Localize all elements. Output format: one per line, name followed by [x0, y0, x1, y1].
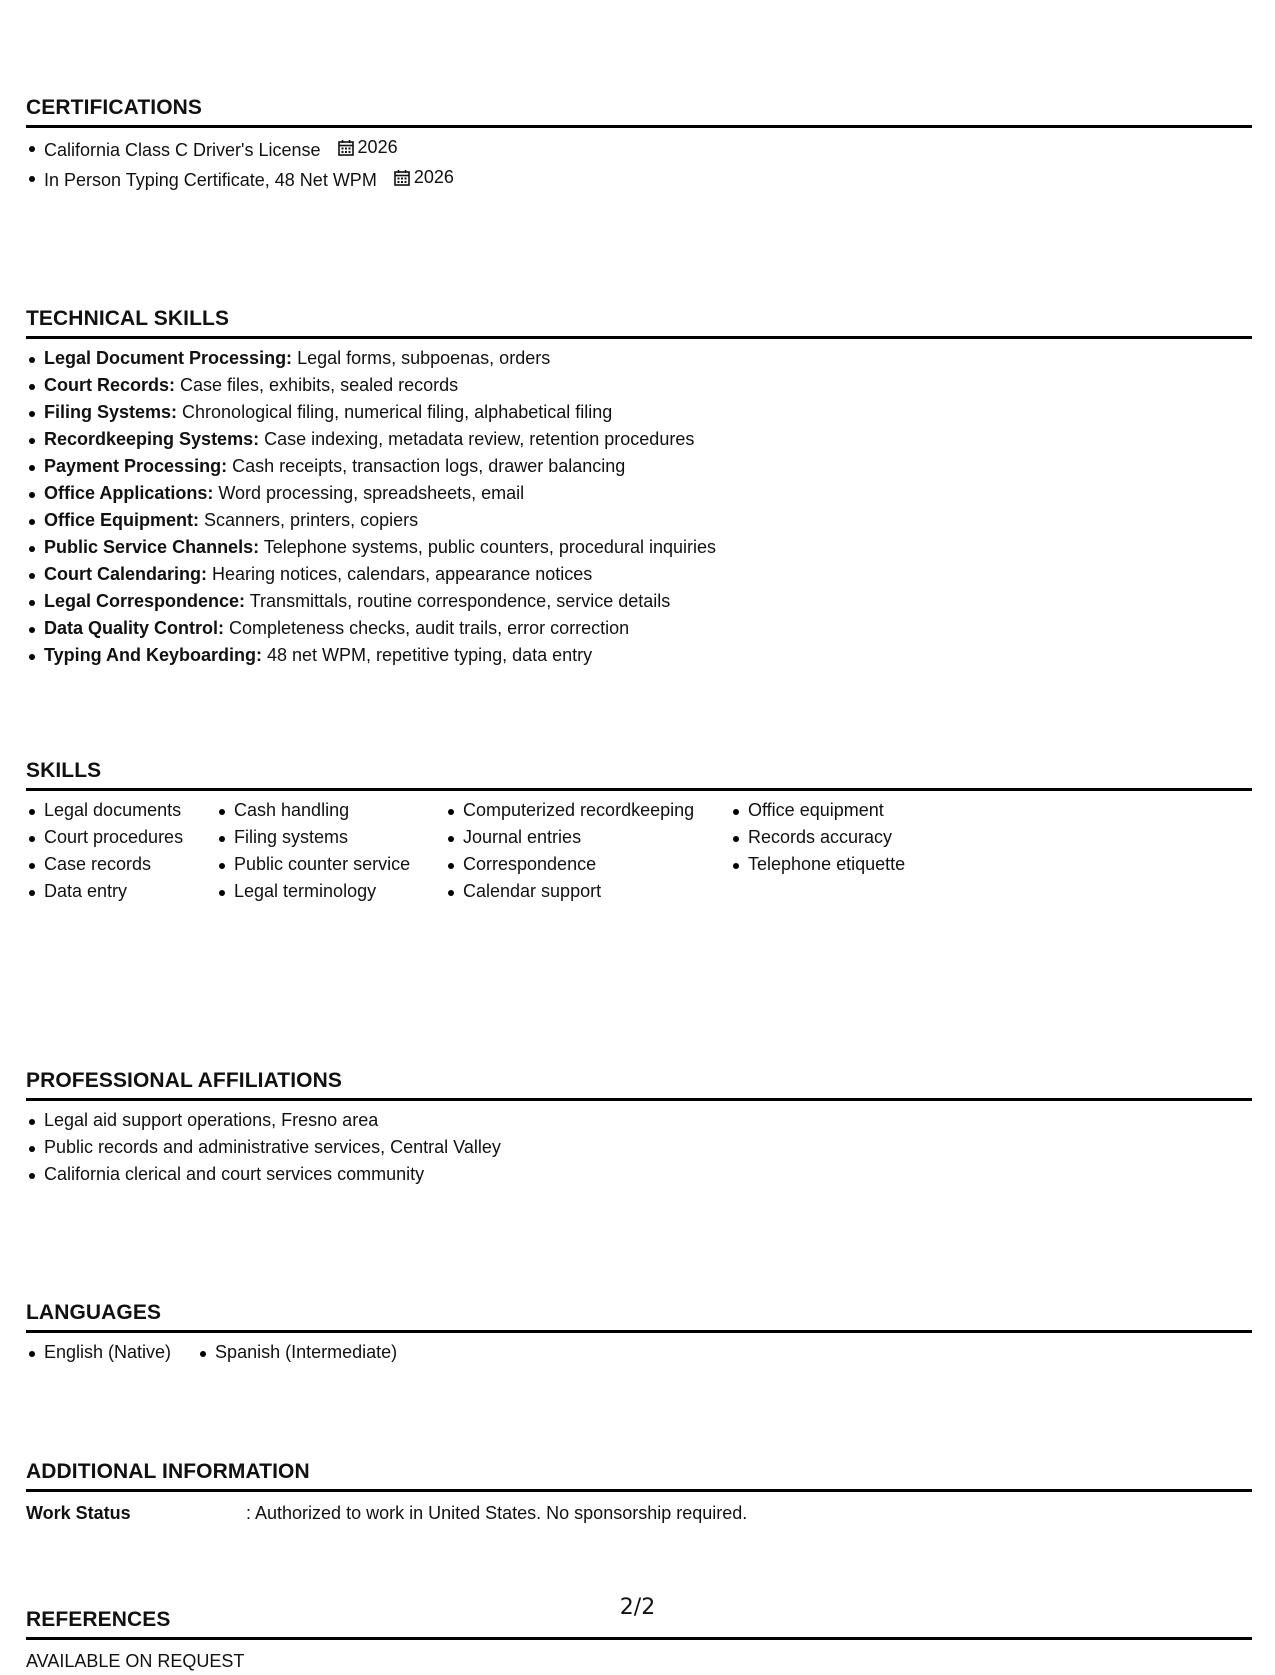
section-title: CERTIFICATIONS: [26, 95, 1252, 128]
skill-label: Court Records:: [44, 375, 176, 395]
skill-text: Cash receipts, transaction logs, drawer balancing: [227, 456, 626, 476]
skill-text: Telephone systems, public counters, procedural inquiries: [259, 537, 716, 557]
list-item: Filing systems: [216, 824, 445, 851]
section-title: TECHNICAL SKILLS: [26, 306, 1252, 339]
list-item: Cash handling: [216, 797, 445, 824]
skill-text: Scanners, printers, copiers: [199, 510, 419, 530]
skills-column: [216, 797, 445, 905]
references-text: AVAILABLE ON REQUEST: [26, 1651, 245, 1671]
list-item: Legal documents: [26, 797, 216, 824]
skill-label: Office Applications:: [44, 483, 214, 503]
list-item: [26, 588, 1252, 615]
skills-grid: [26, 797, 1252, 905]
list-item: English (Native): [26, 1339, 171, 1366]
calendar-icon: [394, 169, 410, 186]
skill-label: Filing Systems:: [44, 402, 178, 422]
list-item: Case records: [26, 851, 216, 878]
skills-column: [26, 797, 216, 905]
skill-label: Public Service Channels:: [44, 537, 260, 557]
resume-page: [26, 95, 1252, 1675]
list-item: [26, 399, 1252, 426]
list-item: Legal terminology: [216, 878, 445, 905]
list-item: Legal aid support operations, Fresno area: [26, 1107, 1252, 1134]
work-status-row: [26, 1500, 1252, 1527]
list-item: Records accuracy: [730, 824, 990, 851]
certification-name: In Person Typing Certificate, 48 Net WPM: [44, 170, 377, 190]
list-item: [26, 480, 1252, 507]
list-item: Computerized recordkeeping: [445, 797, 730, 824]
certification-name: California Class C Driver's License: [44, 140, 321, 160]
skill-text: Transmittals, routine correspondence, service details: [245, 591, 671, 611]
skill-label: Data Quality Control:: [44, 618, 225, 638]
skill-label: Legal Document Processing:: [44, 348, 293, 368]
certification-date: [338, 134, 398, 161]
list-item: [26, 134, 1252, 164]
skill-text: Hearing notices, calendars, appearance notices: [207, 564, 593, 584]
additional-info-section: [26, 1459, 1252, 1607]
skill-text: 48 net WPM, repetitive typing, data entry: [262, 645, 593, 665]
affiliations-section: [26, 1068, 1252, 1300]
list-item: Public counter service: [216, 851, 445, 878]
certification-year: 2026: [413, 167, 454, 187]
skills-section: [26, 758, 1252, 1068]
list-item: Court procedures: [26, 824, 216, 851]
skill-label: Legal Correspondence:: [44, 591, 246, 611]
list-item: Public records and administrative services, Central Valley: [26, 1134, 1252, 1161]
certifications-list: [26, 134, 1252, 194]
skills-column: [730, 797, 990, 905]
languages-list: [26, 1339, 1252, 1366]
section-title: SKILLS: [26, 758, 1252, 791]
skill-text: Completeness checks, audit trails, error correction: [224, 618, 630, 638]
list-item: Calendar support: [445, 878, 730, 905]
skill-text: Case indexing, metadata review, retention procedures: [259, 429, 695, 449]
list-item: [26, 534, 1252, 561]
calendar-icon: [338, 139, 354, 156]
certification-date: [394, 164, 454, 191]
list-item: [26, 561, 1252, 588]
technical-skills-section: [26, 306, 1252, 758]
list-item: [26, 345, 1252, 372]
skill-label: Office Equipment:: [44, 510, 200, 530]
section-title: ADDITIONAL INFORMATION: [26, 1459, 1252, 1492]
list-item: Telephone etiquette: [730, 851, 990, 878]
work-status-label: Work Status: [26, 1503, 131, 1523]
certifications-section: [26, 95, 1252, 306]
affiliations-list: [26, 1107, 1252, 1188]
section-title: REFERENCES: [26, 1607, 1252, 1640]
list-item: [26, 372, 1252, 399]
skill-text: Legal forms, subpoenas, orders: [292, 348, 551, 368]
skill-text: Case files, exhibits, sealed records: [175, 375, 459, 395]
skill-label: Payment Processing:: [44, 456, 228, 476]
list-item: [26, 642, 1252, 669]
list-item: Spanish (Intermediate): [197, 1339, 397, 1366]
list-item: [26, 453, 1252, 480]
list-item: [26, 426, 1252, 453]
skills-column: [445, 797, 730, 905]
list-item: [26, 615, 1252, 642]
section-title: LANGUAGES: [26, 1300, 1252, 1333]
skill-label: Typing And Keyboarding:: [44, 645, 262, 665]
skill-text: Word processing, spreadsheets, email: [213, 483, 525, 503]
skill-text: Chronological filing, numerical filing, alphabetical filing: [177, 402, 613, 422]
list-item: [26, 507, 1252, 534]
certification-year: 2026: [357, 137, 398, 157]
list-item: Correspondence: [445, 851, 730, 878]
list-item: [26, 164, 1252, 194]
list-item: Office equipment: [730, 797, 990, 824]
work-status-value: : Authorized to work in United States. No sponsorship required.: [246, 1503, 748, 1523]
list-item: Journal entries: [445, 824, 730, 851]
section-title: PROFESSIONAL AFFILIATIONS: [26, 1068, 1252, 1101]
skill-label: Recordkeeping Systems:: [44, 429, 260, 449]
page-number: 2/2: [619, 1595, 656, 1620]
list-item: Data entry: [26, 878, 216, 905]
list-item: California clerical and court services community: [26, 1161, 1252, 1188]
technical-skills-list: [26, 345, 1252, 669]
languages-section: [26, 1300, 1252, 1459]
skill-label: Court Calendaring:: [44, 564, 208, 584]
